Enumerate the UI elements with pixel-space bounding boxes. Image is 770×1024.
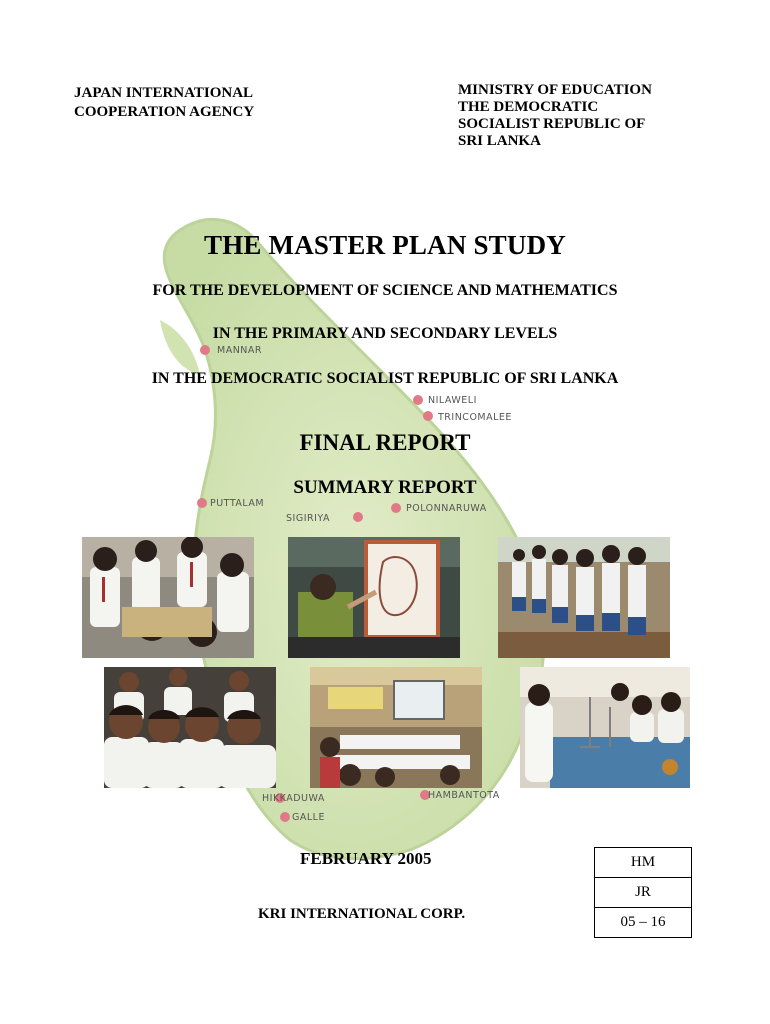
agency-line: COOPERATION AGENCY [74,104,255,120]
ministry-line: THE DEMOCRATIC [458,99,599,115]
photo-science-experiment [520,667,690,788]
photo-teacher-pointing-chart [288,537,460,658]
photo-students-writing [82,537,254,658]
place-label: POLONNARUWA [406,503,487,514]
place-label: PUTTALAM [210,498,265,509]
code-cell: 05 – 16 [620,914,666,930]
photo-workshop-room [310,667,482,788]
photo-students-lined-up [498,537,670,658]
document-code-box [594,847,692,938]
subtitle-line-1: FOR THE DEVELOPMENT OF SCIENCE AND MATHEMATICS [152,282,618,299]
place-label: SIGIRIYA [286,513,330,524]
place-label: HIKKADUWA [262,793,325,804]
report-date: FEBRUARY 2005 [300,849,432,868]
company-name: KRI INTERNATIONAL CORP. [258,906,466,922]
ministry-name [458,82,652,150]
summary-report-heading: SUMMARY REPORT [293,477,477,498]
place-label: NILAWELI [428,395,477,406]
place-label: MANNAR [217,345,263,356]
ministry-line: MINISTRY OF EDUCATION [458,82,652,98]
ministry-line: SOCIALIST REPUBLIC OF [458,116,646,132]
final-report-heading: FINAL REPORT [299,430,471,455]
main-title: THE MASTER PLAN STUDY [203,230,566,260]
ministry-line: SRI LANKA [458,133,541,149]
place-label: TRINCOMALEE [438,412,512,423]
subtitle-line-2: IN THE PRIMARY AND SECONDARY LEVELS [212,325,558,342]
agency-name [74,84,254,122]
photo-smiling-children [104,667,276,788]
place-label: HAMBANTOTA [428,790,500,801]
agency-line: JAPAN INTERNATIONAL [74,85,254,101]
subtitle-line-3: IN THE DEMOCRATIC SOCIALIST REPUBLIC OF SRI LANKA [151,370,619,387]
code-cell: HM [595,848,691,878]
place-label: GALLE [292,812,325,823]
code-cell: JR [595,878,691,908]
